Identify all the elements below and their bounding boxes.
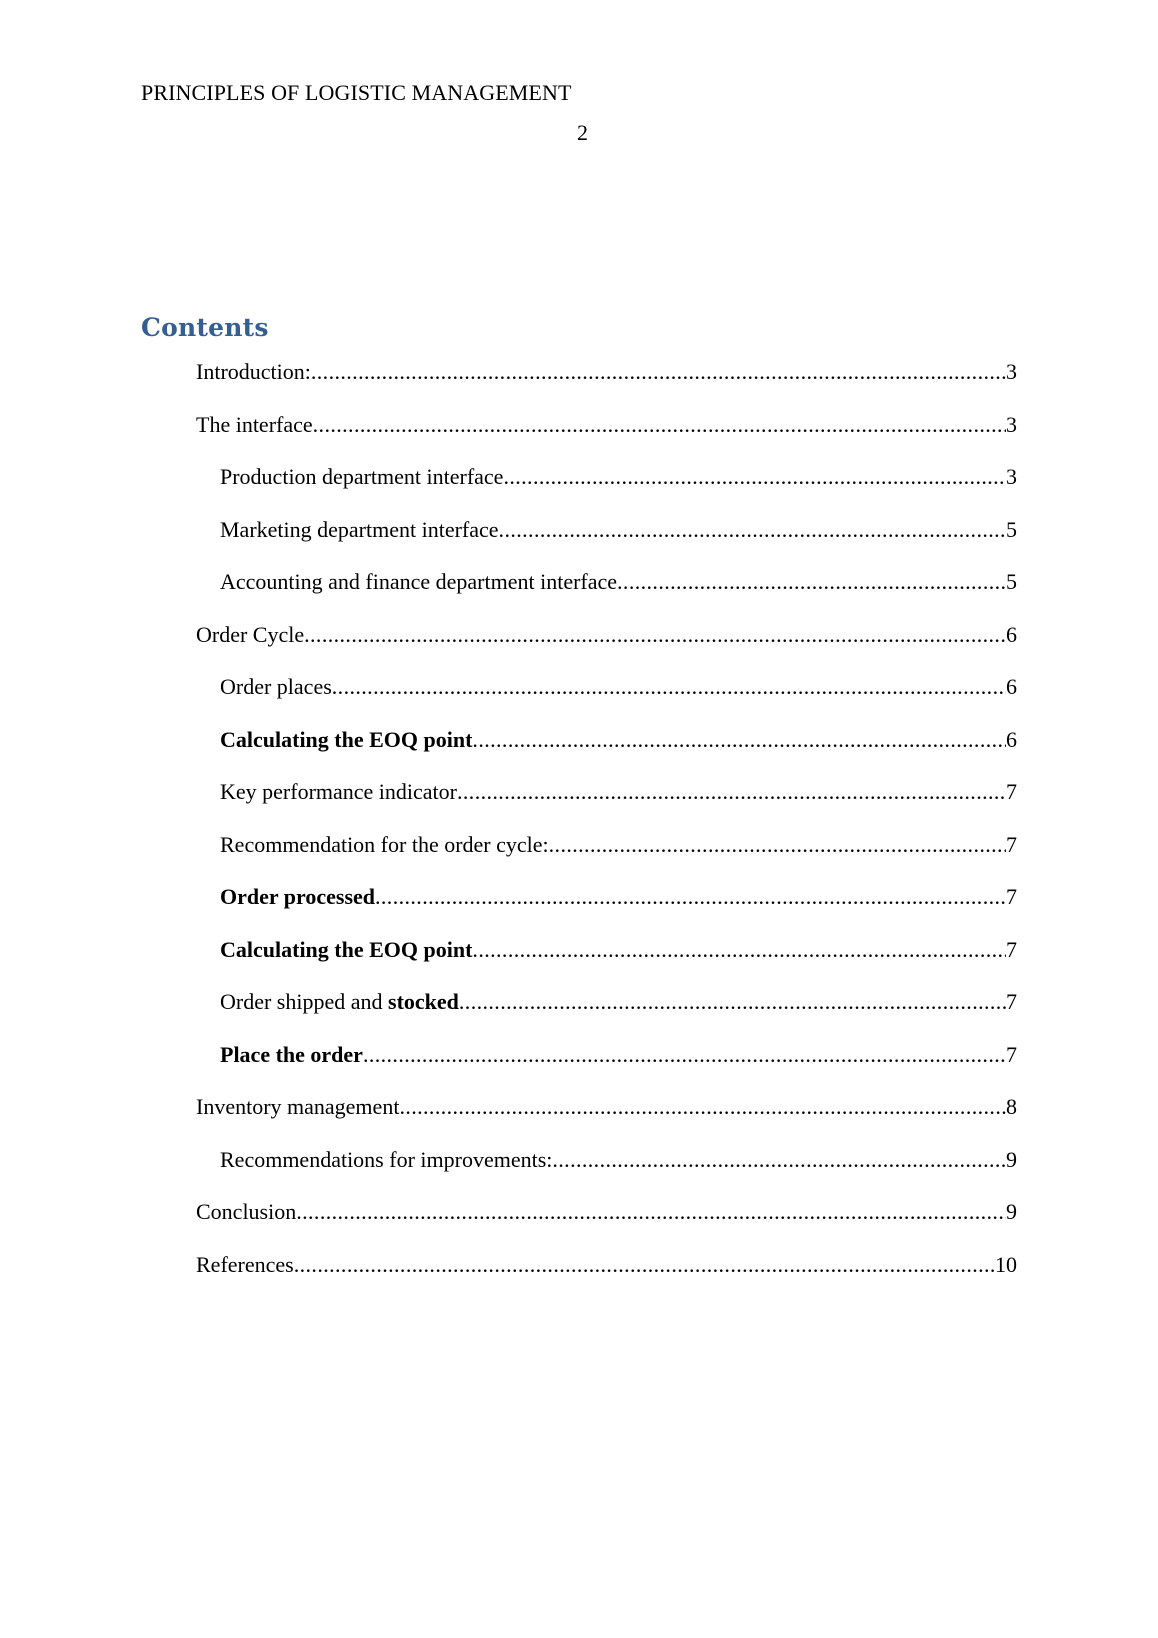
toc-entry-page: 3 <box>1006 359 1017 384</box>
toc-entry-label: Calculating the EOQ point <box>220 726 473 752</box>
toc-entry-page: 7 <box>1006 779 1017 804</box>
toc-entry-label: The interface <box>196 411 313 437</box>
toc-entry-label: Order processed <box>220 884 375 909</box>
toc-entry-order-places[interactable] <box>0 673 1158 726</box>
toc-entry-calculating-the-eoq-point[interactable] <box>0 726 1158 779</box>
toc-entry-label: Marketing department interface <box>220 516 499 542</box>
toc-entry-conclusion[interactable] <box>0 1198 1158 1251</box>
toc-entry-page: 6 <box>1006 621 1017 647</box>
toc-entry-accounting-and-finance-department-interface[interactable] <box>0 568 1158 621</box>
toc-entry-order-cycle[interactable] <box>0 621 1158 674</box>
toc-entry-label: Production department interface <box>220 464 504 489</box>
dot-leader <box>472 936 1006 963</box>
toc-entry-page: 6 <box>1006 726 1017 752</box>
toc-entry-recommendation-for-the-order-cycle[interactable] <box>0 831 1158 884</box>
dot-leader <box>503 463 1006 490</box>
dot-leader <box>617 568 1006 595</box>
toc-entry-label: Order Cycle <box>196 621 305 647</box>
toc-entry-page: 10 <box>995 1251 1017 1277</box>
dot-leader <box>399 1093 1006 1120</box>
toc-entry-page: 8 <box>1006 1094 1017 1119</box>
dot-leader <box>375 883 1006 910</box>
dot-leader <box>311 358 1006 385</box>
toc-entry-page: 7 <box>1006 884 1017 909</box>
table-of-contents <box>0 358 1158 1303</box>
toc-entry-label: Conclusion <box>196 1199 297 1224</box>
toc-entry-key-performance-indicator[interactable] <box>0 778 1158 831</box>
dot-leader <box>332 673 1006 700</box>
toc-heading: Contents <box>141 313 269 342</box>
page-number: 2 <box>577 120 588 145</box>
toc-entry-marketing-department-interface[interactable] <box>0 516 1158 569</box>
toc-entry-label: References <box>196 1251 294 1277</box>
toc-entry-label: Recommendations for improvements: <box>220 1146 553 1172</box>
toc-entry-label: Recommendation for the order cycle: <box>220 831 549 857</box>
toc-entry-order-processed[interactable] <box>0 883 1158 936</box>
toc-entry-inventory-management[interactable] <box>0 1093 1158 1146</box>
dot-leader <box>294 1251 995 1278</box>
toc-entry-page: 5 <box>1006 516 1017 542</box>
toc-entry-page: 9 <box>1006 1146 1017 1172</box>
toc-entry-label: Calculating the EOQ point <box>220 936 473 962</box>
toc-entry-page: 3 <box>1006 464 1017 489</box>
toc-entry-page: 7 <box>1006 936 1017 962</box>
dot-leader <box>363 1041 1006 1068</box>
toc-entry-calculating-the-eoq-point-2[interactable] <box>0 936 1158 989</box>
toc-entry-page: 6 <box>1006 674 1017 699</box>
dot-leader <box>296 1198 1006 1225</box>
toc-entry-place-the-order[interactable] <box>0 1041 1158 1094</box>
toc-entry-label: Introduction: <box>196 359 311 384</box>
toc-entry-label: Place the order <box>220 1041 363 1067</box>
toc-entry-label: Order shipped and stocked <box>220 989 459 1014</box>
toc-entry-page: 7 <box>1006 989 1017 1014</box>
toc-entry-page: 3 <box>1006 411 1017 437</box>
toc-entry-page: 5 <box>1006 569 1017 594</box>
toc-entry-the-interface[interactable] <box>0 411 1158 464</box>
dot-leader <box>313 411 1006 438</box>
toc-entry-recommendations-for-improvements[interactable] <box>0 1146 1158 1199</box>
toc-entry-page: 7 <box>1006 1041 1017 1067</box>
dot-leader <box>459 988 1006 1015</box>
toc-entry-order-shipped-and-stocked[interactable] <box>0 988 1158 1041</box>
toc-entry-references[interactable] <box>0 1251 1158 1304</box>
dot-leader <box>472 726 1006 753</box>
dot-leader <box>457 778 1006 805</box>
dot-leader <box>549 831 1006 858</box>
toc-entry-page: 9 <box>1006 1199 1017 1224</box>
toc-entry-label: Inventory management <box>196 1094 400 1119</box>
toc-entry-production-department-interface[interactable] <box>0 463 1158 516</box>
toc-entry-label: Key performance indicator <box>220 779 457 804</box>
toc-entry-page: 7 <box>1006 831 1017 857</box>
running-header: PRINCIPLES OF LOGISTIC MANAGEMENT <box>141 80 572 105</box>
dot-leader <box>304 621 1006 648</box>
toc-entry-introduction[interactable] <box>0 358 1158 411</box>
toc-entry-label: Accounting and finance department interface <box>220 569 618 594</box>
toc-entry-label: Order places <box>220 674 332 699</box>
dot-leader <box>499 516 1006 543</box>
dot-leader <box>552 1146 1006 1173</box>
